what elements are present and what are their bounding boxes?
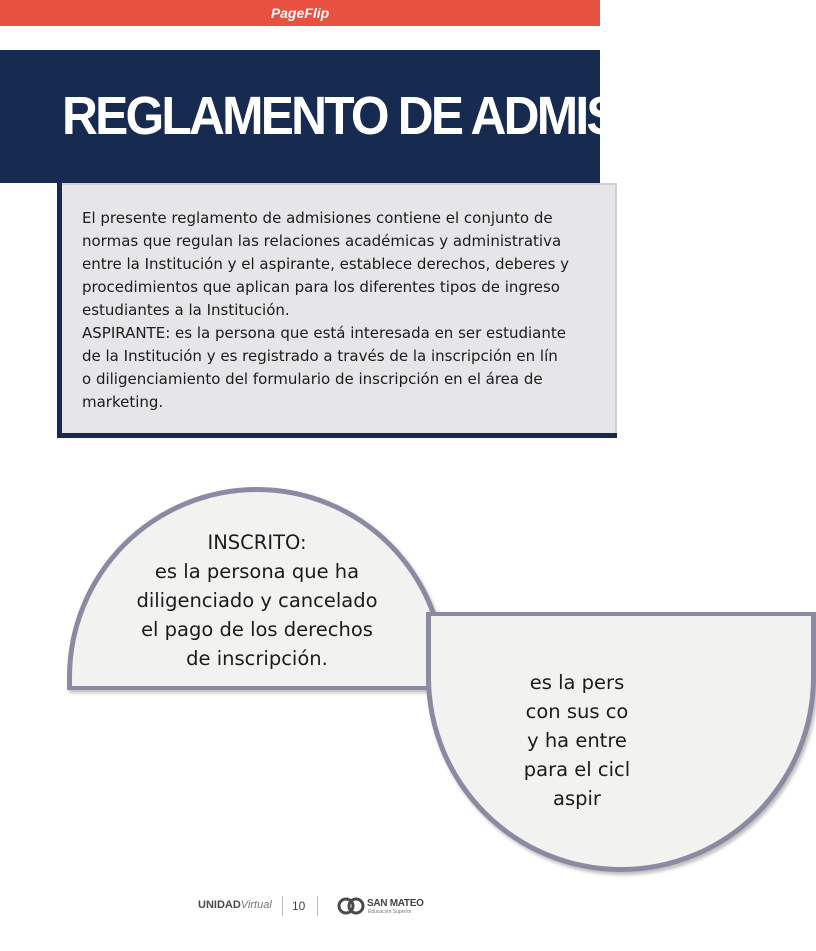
intro-paragraph	[82, 207, 642, 414]
intro-line: o diligenciamiento del formulario de inscripción en el área de	[82, 370, 543, 388]
app-title-bar	[0, 0, 600, 26]
page-footer	[0, 890, 600, 922]
unidad-virtual-logo: UNIDADVirtual	[198, 899, 272, 911]
san-mateo-logo-subtitle: Educación Superior	[368, 909, 412, 915]
inscrito-definition	[72, 528, 442, 673]
intro-line: marketing.	[82, 393, 164, 411]
intro-box	[57, 183, 617, 438]
page-number: 10	[292, 899, 306, 913]
bubble-line: de inscripción.	[186, 647, 328, 670]
bubble-line: para el cicl	[523, 758, 631, 781]
bubble-line: con sus co	[525, 700, 629, 723]
second-definition	[477, 668, 677, 813]
bubble-line: el pago de los derechos	[141, 618, 373, 641]
app-title: PageFlip	[270, 5, 330, 21]
san-mateo-logo-text: SAN MATEO	[367, 898, 424, 909]
intro-line: procedimientos que aplican para los diferentes tipos de ingreso	[82, 278, 560, 296]
bubble-line: es la persona que ha	[154, 560, 360, 583]
page-title: REGLAMENTO DE ADMIS	[62, 86, 617, 146]
bubble-line: INSCRITO:	[207, 531, 307, 554]
second-bubble	[426, 612, 816, 872]
bubble-line: y ha entre	[527, 729, 627, 752]
intro-line: normas que regulan las relaciones académicas y administrativa	[82, 232, 562, 250]
intro-line: ASPIRANTE: es la persona que está interesada en ser estudiante	[82, 324, 566, 342]
bubble-line: diligenciado y cancelado	[136, 589, 378, 612]
intro-line: estudiantes a la Institución.	[82, 301, 290, 319]
intro-line: El presente reglamento de admisiones contiene el conjunto de	[82, 209, 553, 227]
footer-divider	[282, 896, 283, 916]
bubble-line: es la pers	[529, 671, 625, 694]
title-banner	[0, 50, 617, 183]
intro-line: entre la Institución y el aspirante, establece derechos, deberes y	[82, 255, 570, 273]
bubble-line: aspir	[553, 787, 601, 810]
san-mateo-logo-icon	[338, 894, 364, 918]
intro-line: de la Institución y es registrado a través de la inscripción en lín	[82, 347, 558, 365]
footer-divider	[317, 896, 318, 916]
inscrito-bubble	[67, 487, 447, 690]
